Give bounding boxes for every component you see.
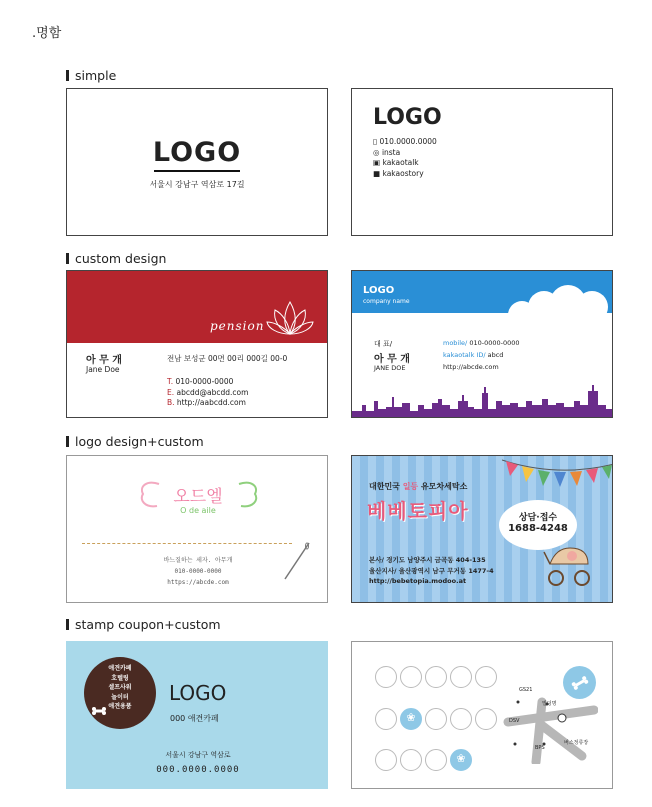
- stamp-slot: [450, 666, 472, 688]
- phone-icon: ▯: [373, 137, 378, 146]
- phone-row: ▯ 010.0000.0000: [373, 137, 437, 146]
- address-hq: 본사/ 경기도 남양주시 금곡동 404-135: [369, 556, 486, 564]
- card-logo-design-2[interactable]: [351, 455, 613, 603]
- stamp-slot: [375, 708, 397, 730]
- brand-logo: 오드엘: [173, 487, 223, 507]
- section-label: logo design+custom: [75, 434, 204, 449]
- brand-name: 베베토피아: [367, 499, 469, 523]
- phone-line: 010-0000-0000: [174, 568, 222, 575]
- contact-blog: B. http://aabcdd.com: [167, 398, 246, 407]
- company-name: company name: [363, 298, 410, 305]
- website: http://bebetopia.modoo.at: [369, 577, 467, 585]
- stamp-slot: [425, 749, 447, 771]
- bubble-text-2: 1688-4248: [508, 523, 568, 534]
- phone: 000.0000.0000: [156, 765, 240, 775]
- bubble-text-1: 상담·접수: [518, 513, 558, 523]
- card-address: 서울시 강남구 역삼로 17길: [149, 180, 245, 189]
- section-heading-custom: [66, 251, 166, 266]
- heading-bar: [66, 436, 69, 447]
- section-heading-stamp: [66, 617, 221, 632]
- card-simple-2[interactable]: [351, 88, 613, 236]
- person-name-en: Jane Doe: [86, 365, 120, 374]
- card-logo: LOGO: [169, 681, 227, 705]
- person-name-en: JANE DOE: [374, 364, 406, 372]
- stamp-slot: [375, 749, 397, 771]
- map-label-building: 빌딩명: [542, 701, 557, 707]
- kakaostory-row: ■ kakaostory: [373, 168, 424, 178]
- contact-tel: T. 010-0000-0000: [167, 377, 234, 386]
- card-logo-design-1[interactable]: [66, 455, 328, 603]
- card-logo: LOGO: [363, 285, 395, 296]
- title-label: 대 표/: [374, 340, 393, 348]
- map-label-gs21: GS21: [519, 687, 533, 693]
- map-label-bps: BPS: [535, 745, 545, 751]
- contact-mobile: mobile/ 010-0000-0000: [443, 339, 520, 347]
- bone-icon: [570, 676, 590, 690]
- stamp-slot: [425, 708, 447, 730]
- cloud-icon: [502, 285, 613, 325]
- stamp-slot: [375, 666, 397, 688]
- brand-text: pension: [210, 319, 265, 333]
- contact-email: E. abcdd@abcdd.com: [167, 387, 249, 397]
- paw-icon: ❀: [406, 711, 416, 724]
- heading-bar: [66, 70, 69, 81]
- heading-bar: [66, 619, 69, 630]
- card-custom-2[interactable]: [351, 270, 613, 418]
- kakaotalk-row: ▣ kakaotalk: [373, 158, 419, 167]
- stroller-icon: [542, 542, 598, 588]
- bubble-item: 셀프사워: [108, 684, 132, 691]
- shop-name: 000 애견카페: [170, 714, 219, 723]
- skyline-icon: [352, 383, 613, 418]
- heading-bar: [66, 253, 69, 264]
- bunting-icon: [502, 456, 613, 506]
- card-logo: LOGO: [152, 137, 242, 168]
- card-stamp-2[interactable]: [351, 641, 613, 789]
- card-logo: LOGO: [373, 105, 442, 130]
- stamp-slot: [400, 749, 422, 771]
- instagram-icon: ◎: [373, 147, 380, 157]
- stamp-slot: [475, 708, 497, 730]
- card-simple-1[interactable]: [66, 88, 328, 236]
- address-branch: 울산지사/ 울산광역시 남구 무거동 1477-4: [369, 566, 494, 575]
- card-stamp-1[interactable]: [66, 641, 328, 789]
- contact-url: http://abcde.com: [443, 363, 499, 371]
- paw-icon: ❀: [456, 752, 466, 765]
- bubble-item: 애견카페: [108, 665, 132, 672]
- kakaostory-icon: ■: [373, 168, 381, 178]
- section-label: custom design: [75, 251, 167, 266]
- contact-kakao: kakaotalk ID/ abcd: [443, 351, 504, 359]
- section-heading-logo-design: [66, 434, 204, 449]
- person-name: 아 무 개: [374, 354, 410, 365]
- url-line: https://abcde.com: [167, 579, 229, 586]
- stamp-slot: [400, 666, 422, 688]
- lotus-icon: [265, 298, 315, 338]
- brand-logo-en: O de aile: [180, 506, 216, 515]
- logo-underline: [154, 170, 240, 172]
- bone-icon: [91, 706, 107, 716]
- address: 서울시 강남구 역삼로: [165, 751, 231, 759]
- stitch-line: [82, 543, 292, 544]
- map-label-bus-stop: 버스정류장: [564, 740, 589, 746]
- stamp-slot: [450, 708, 472, 730]
- bubble-item: 놀이터: [111, 693, 129, 701]
- headline: 대한민국 일등 유모차세탁소: [369, 482, 468, 491]
- stamp-slot: [425, 666, 447, 688]
- person-name: 아 무 개: [86, 355, 122, 366]
- section-heading-simple: [66, 68, 116, 83]
- insta-row: ◎ insta: [373, 147, 401, 157]
- page-title: .명함: [32, 26, 62, 41]
- card-custom-1[interactable]: [66, 270, 328, 418]
- section-label: stamp coupon+custom: [75, 617, 221, 632]
- kakaotalk-icon: ▣: [373, 158, 381, 167]
- maker-line: 바느질하는 세자. 아무개: [163, 557, 233, 564]
- bubble-item: 애견용품: [108, 703, 132, 710]
- map-label-dsv: DSV: [509, 718, 520, 724]
- bubble-item: 호텔링: [111, 674, 129, 682]
- section-label: simple: [75, 68, 117, 83]
- address: 전남 보성군 00면 00리 000길 00-0: [167, 354, 288, 363]
- stamp-slot: [475, 666, 497, 688]
